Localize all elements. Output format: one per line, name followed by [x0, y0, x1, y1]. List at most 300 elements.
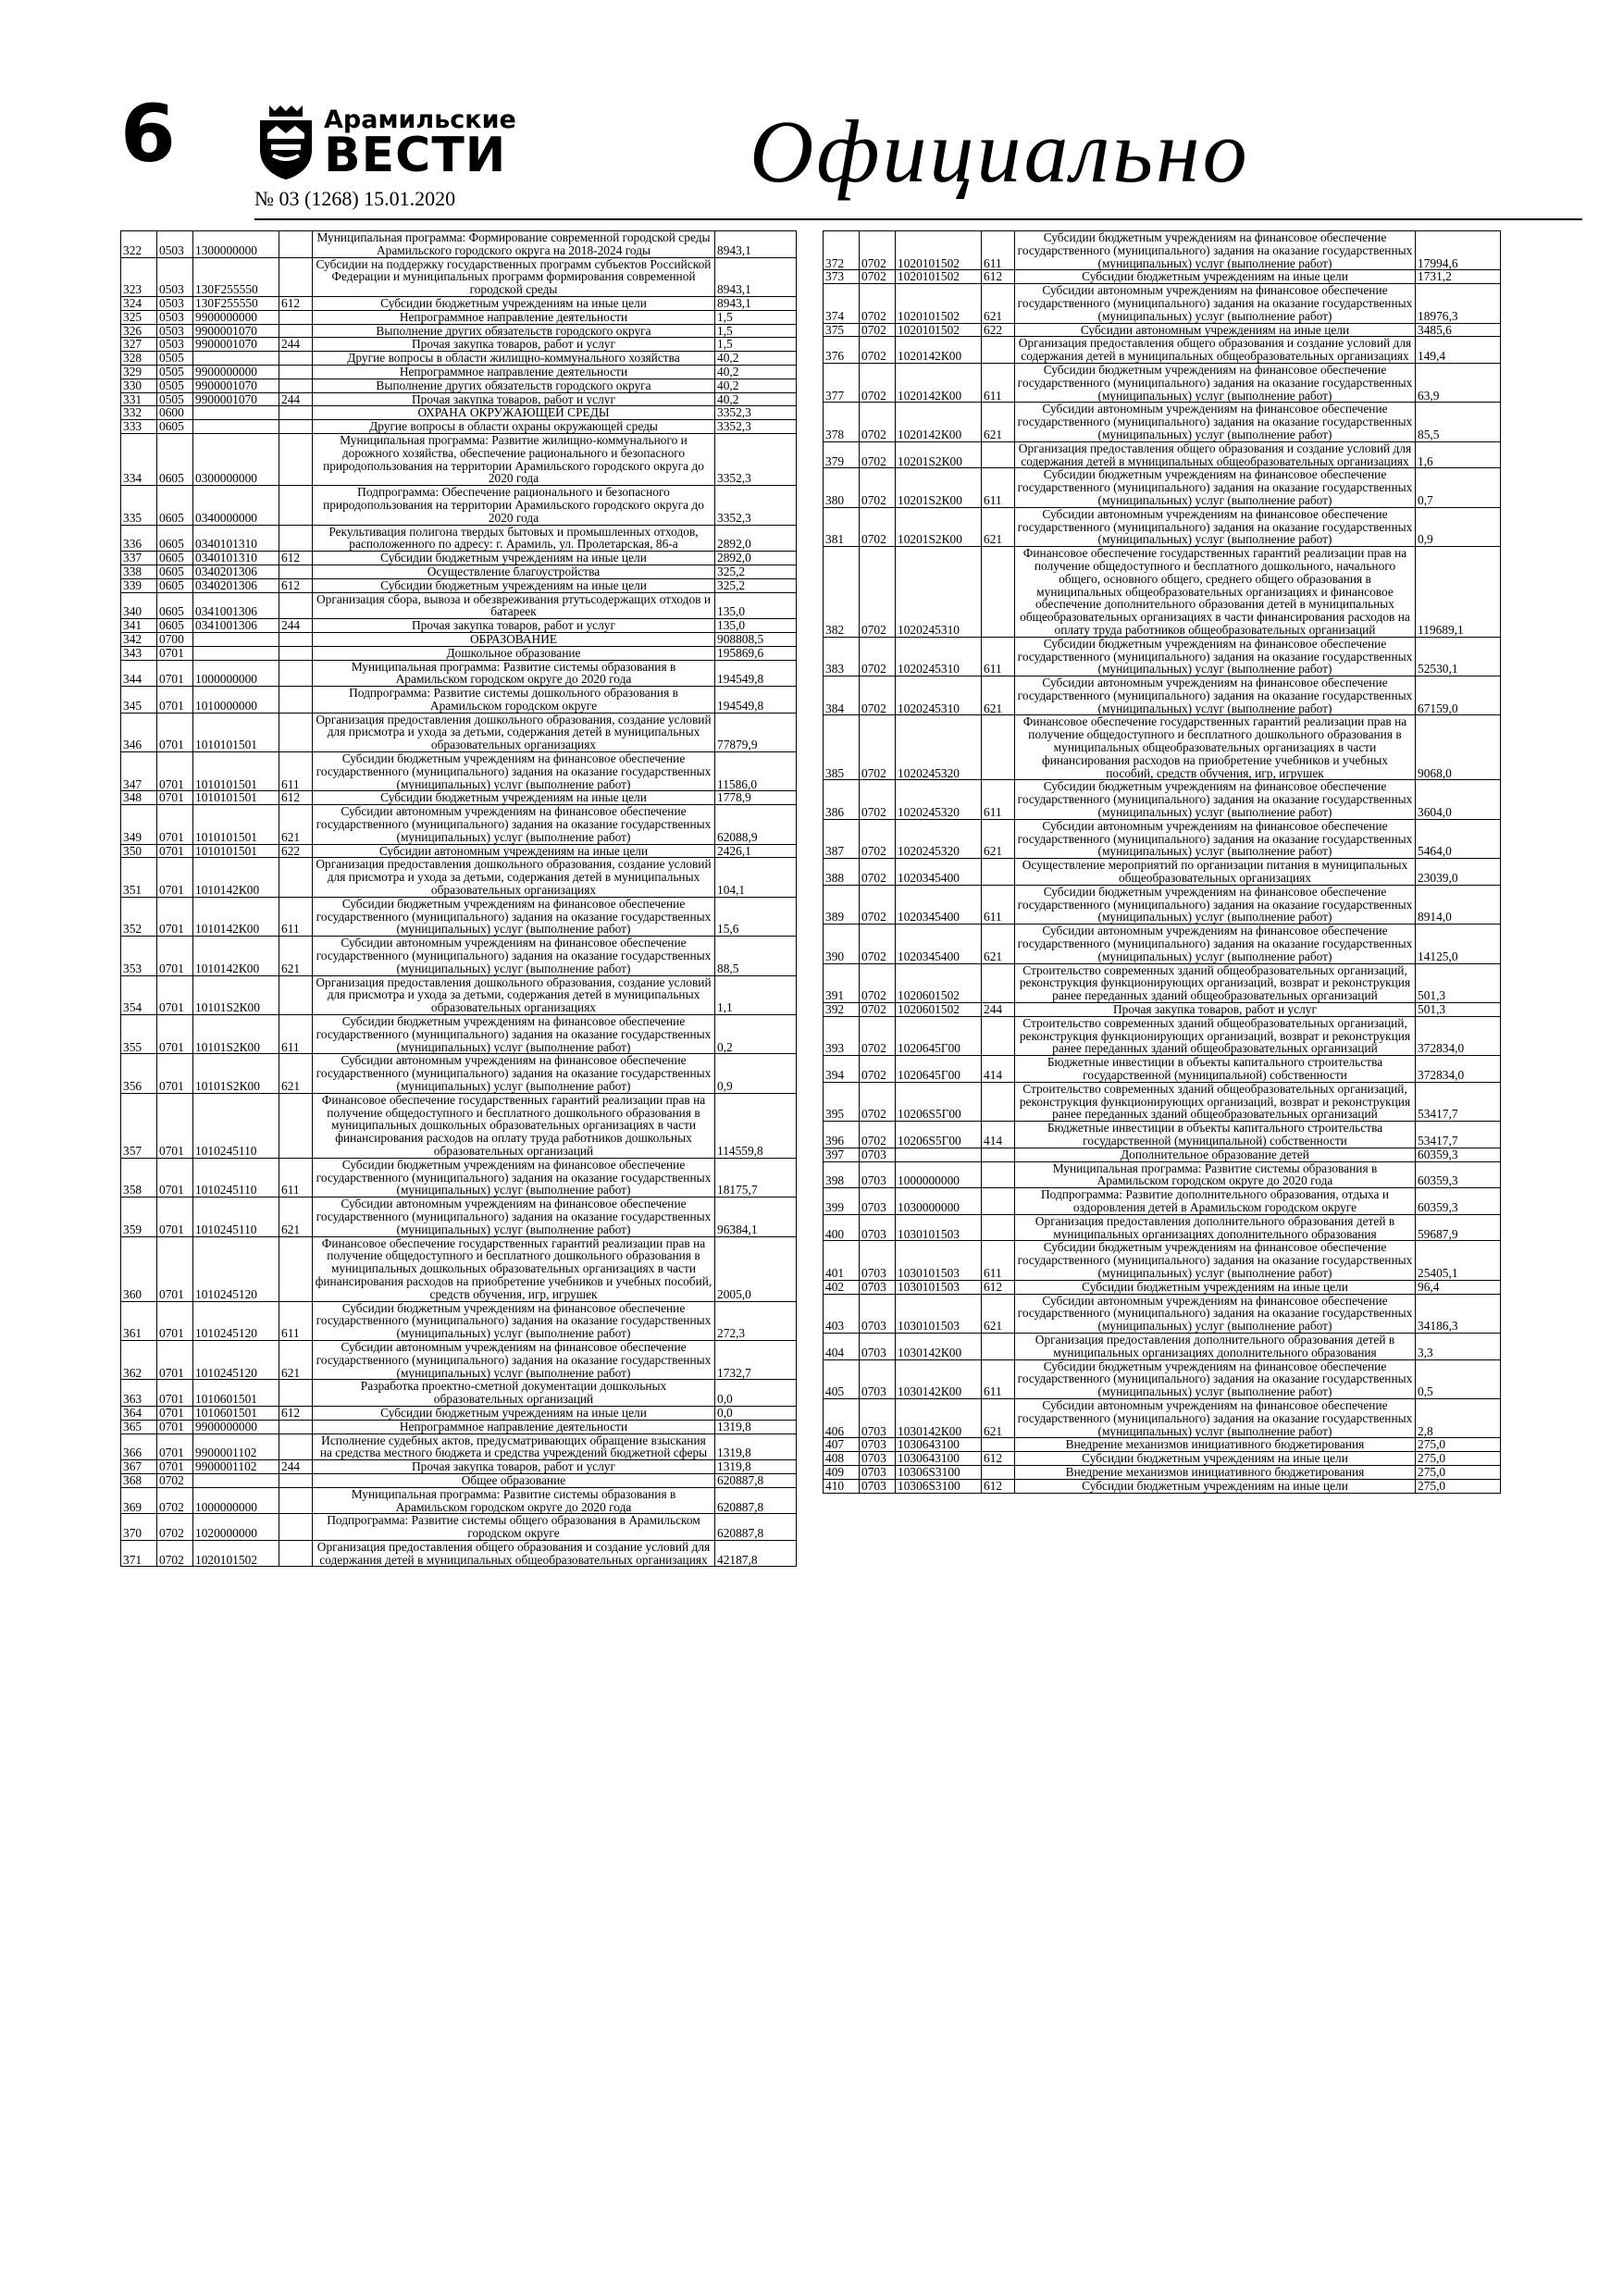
table-row	[121, 1433, 797, 1460]
row-description: Финансовое обеспечение государственных гарантий реализации прав на получение общедоступного и бесплатного дошкольного образования в муниципальных общеобразовательных организациях в части финансирования расходов на приобретение учебников и учебных пособий, средств обучения, игр, игрушек	[1015, 715, 1416, 780]
target-code: 9900001070	[193, 392, 279, 406]
expense-type	[982, 1333, 1015, 1359]
section-code: 0703	[860, 1359, 896, 1398]
table-row	[824, 676, 1501, 715]
row-description: Муниципальная программа: Развитие системы образования в Арамильском городском округе до 2020 года	[313, 1487, 715, 1514]
target-code: 1020101502	[896, 284, 982, 323]
target-code: 9900000000	[193, 1420, 279, 1433]
table-row	[121, 1015, 797, 1054]
row-amount: 3352,3	[715, 433, 797, 485]
expense-type	[279, 486, 313, 525]
row-number: 353	[121, 937, 157, 975]
table-row	[121, 687, 797, 714]
section-code: 0701	[157, 897, 193, 936]
target-code: 1020345400	[896, 885, 982, 924]
expense-type: 612	[279, 552, 313, 565]
expense-type	[279, 1420, 313, 1433]
table-row	[121, 433, 797, 485]
section-code: 0703	[860, 1280, 896, 1294]
row-number: 379	[824, 441, 860, 468]
row-amount: 620887,8	[715, 1514, 797, 1541]
target-code: 1020245310	[896, 547, 982, 638]
row-number: 357	[121, 1093, 157, 1158]
row-number: 332	[121, 406, 157, 420]
expense-type	[279, 257, 313, 296]
row-description: Организация предоставления дошкольного образования, создание условий для присмотра и ухода за детьми, содержания детей в муниципальных образовательных организациях	[313, 975, 715, 1014]
expense-type: 611	[279, 897, 313, 936]
row-description: Внедрение механизмов инициативного бюджетирования	[1015, 1465, 1416, 1479]
row-description: Подпрограмма: Развитие системы общего образования в Арамильском городском округе	[313, 1514, 715, 1541]
target-code: 1030142К00	[896, 1398, 982, 1437]
row-amount: 2,8	[1416, 1398, 1501, 1437]
section-code: 0702	[860, 676, 896, 715]
table-row	[824, 1465, 1501, 1479]
row-number: 342	[121, 632, 157, 646]
table-row	[824, 323, 1501, 337]
header-divider	[254, 218, 1582, 220]
section-code: 0701	[157, 844, 193, 858]
target-code: 0340201306	[193, 565, 279, 578]
row-number: 349	[121, 805, 157, 844]
target-code: 1020245320	[896, 819, 982, 858]
row-amount: 60359,3	[1416, 1148, 1501, 1161]
row-description: Субсидии бюджетным учреждениям на финансовое обеспечение государственного (муниципального) задания на оказание государственных (муниципальных) услуг (выполнение работ)	[1015, 1241, 1416, 1280]
row-description: Подпрограмма: Развитие системы дошкольного образования в Арамильском городском округе	[313, 687, 715, 714]
row-amount: 17994,6	[1416, 231, 1501, 270]
row-description: Прочая закупка товаров, работ и услуг	[313, 1460, 715, 1474]
target-code: 9900001070	[193, 338, 279, 352]
target-code: 10206S5Г00	[896, 1082, 982, 1121]
target-code: 9900001070	[193, 324, 279, 338]
row-number: 341	[121, 619, 157, 633]
table-row	[121, 805, 797, 844]
expense-type: 611	[279, 1015, 313, 1054]
expense-type	[982, 1465, 1015, 1479]
section-code: 0702	[860, 403, 896, 441]
section-code: 0701	[157, 1015, 193, 1054]
row-description: Муниципальная программа: Развитие жилищно-коммунального и дорожного хозяйства, обеспечение рационального и безопасного природопользования на территории Арамильского городского округа до 2020 года	[313, 433, 715, 485]
row-amount: 11586,0	[715, 752, 797, 791]
row-amount: 1,6	[1416, 441, 1501, 468]
row-number: 345	[121, 687, 157, 714]
row-amount: 119689,1	[1416, 547, 1501, 638]
row-number: 352	[121, 897, 157, 936]
table-row	[824, 1082, 1501, 1121]
row-number: 337	[121, 552, 157, 565]
logo-subtitle: Арамильские	[324, 105, 516, 134]
row-number: 327	[121, 338, 157, 352]
table-row	[121, 1301, 797, 1340]
expense-type	[279, 231, 313, 258]
table-row	[824, 715, 1501, 780]
row-number: 340	[121, 592, 157, 619]
section-code: 0702	[860, 1016, 896, 1055]
section-code: 0701	[157, 791, 193, 805]
newspaper-logo[interactable]	[254, 102, 516, 185]
target-code: 1020142К00	[896, 403, 982, 441]
section-code: 0605	[157, 552, 193, 565]
row-description: Дошкольное образование	[313, 646, 715, 660]
row-amount: 104,1	[715, 858, 797, 897]
row-amount: 8943,1	[715, 231, 797, 258]
section-title: Официально	[750, 102, 1250, 201]
row-description: Субсидии бюджетным учреждениям на финансовое обеспечение государственного (муниципального) задания на оказание государственных (муниципальных) услуг (выполнение работ)	[1015, 363, 1416, 402]
row-amount: 34186,3	[1416, 1294, 1501, 1333]
target-code: 1020000000	[193, 1514, 279, 1541]
row-description: Субсидии бюджетным учреждениям на финансовое обеспечение государственного (муниципального) задания на оказание государственных (муниципальных) услуг (выполнение работ)	[313, 1158, 715, 1197]
row-number: 373	[824, 270, 860, 284]
expense-type: 611	[279, 752, 313, 791]
table-row	[121, 1340, 797, 1379]
target-code: 10206S5Г00	[896, 1122, 982, 1148]
budget-table-left	[120, 230, 797, 1567]
row-amount: 42187,8	[715, 1540, 797, 1567]
expense-type	[279, 1540, 313, 1567]
left-column	[120, 230, 796, 1567]
target-code: 1020245310	[896, 676, 982, 715]
target-code: 1030643100	[896, 1438, 982, 1452]
target-code: 1020101502	[896, 270, 982, 284]
expense-type: 244	[279, 338, 313, 352]
row-number: 351	[121, 858, 157, 897]
row-number: 378	[824, 403, 860, 441]
row-description: Финансовое обеспечение государственных гарантий реализации прав на получение общедоступного и бесплатного дошкольного, начального общего, основного общего, среднего общего образования в муниципальных общеобразовательных организациях и финансовое обеспечение дополнительного образования детей в муниципальных общеобразовательных организациях в части финансирования расходов на оплату труда работников общеобразовательных организаций	[1015, 547, 1416, 638]
target-code: 1000000000	[193, 660, 279, 687]
table-row	[121, 1158, 797, 1197]
table-row	[824, 468, 1501, 507]
target-code: 1020245320	[896, 715, 982, 780]
row-description: Непрограммное направление деятельности	[313, 1420, 715, 1433]
target-code: 1020645Г00	[896, 1056, 982, 1083]
expense-type: 621	[982, 819, 1015, 858]
section-code: 0703	[860, 1438, 896, 1452]
section-code: 0605	[157, 486, 193, 525]
row-amount: 1,1	[715, 975, 797, 1014]
row-amount: 63,9	[1416, 363, 1501, 402]
table-row	[824, 1452, 1501, 1466]
table-row	[824, 780, 1501, 819]
expense-type	[279, 713, 313, 751]
row-description: Муниципальная программа: Формирование современной городской среды Арамильского городского округа на 2018-2024 годы	[313, 231, 715, 258]
table-row	[121, 420, 797, 434]
section-code: 0702	[157, 1514, 193, 1541]
section-code: 0702	[860, 859, 896, 886]
row-amount: 0,2	[715, 1015, 797, 1054]
row-number: 359	[121, 1198, 157, 1236]
expense-type: 244	[279, 1460, 313, 1474]
row-amount: 77879,9	[715, 713, 797, 751]
expense-type	[279, 1433, 313, 1460]
target-code: 1020142К00	[896, 337, 982, 364]
table-row	[824, 1241, 1501, 1280]
row-description: Субсидии бюджетным учреждениям на финансовое обеспечение государственного (муниципального) задания на оказание государственных (муниципальных) услуг (выполнение работ)	[1015, 231, 1416, 270]
target-code	[193, 632, 279, 646]
row-number: 401	[824, 1241, 860, 1280]
row-description: Субсидии бюджетным учреждениям на иные цели	[1015, 1479, 1416, 1493]
section-code: 0605	[157, 525, 193, 552]
table-row	[121, 486, 797, 525]
row-amount: 96384,1	[715, 1198, 797, 1236]
table-row	[121, 1487, 797, 1514]
row-description: Дополнительное образование детей	[1015, 1148, 1416, 1161]
row-amount: 88,5	[715, 937, 797, 975]
table-row	[121, 1420, 797, 1433]
target-code: 9900000000	[193, 310, 279, 324]
section-code: 0701	[157, 646, 193, 660]
row-number: 384	[824, 676, 860, 715]
target-code: 10101S2К00	[193, 1015, 279, 1054]
section-code: 0605	[157, 433, 193, 485]
table-row	[824, 337, 1501, 364]
coat-of-arms-icon	[254, 102, 317, 181]
section-code: 0702	[860, 337, 896, 364]
row-amount: 1,5	[715, 324, 797, 338]
row-amount: 3352,3	[715, 420, 797, 434]
row-number: 376	[824, 337, 860, 364]
target-code: 1010245120	[193, 1340, 279, 1379]
issue-info: № 03 (1268) 15.01.2020	[254, 187, 456, 210]
section-code: 0505	[157, 379, 193, 392]
row-amount: 135,0	[715, 619, 797, 633]
expense-type: 612	[982, 1280, 1015, 1294]
row-number: 403	[824, 1294, 860, 1333]
row-amount: 325,2	[715, 578, 797, 592]
table-row	[121, 646, 797, 660]
target-code: 0300000000	[193, 433, 279, 485]
table-row	[824, 1003, 1501, 1017]
section-code: 0503	[157, 310, 193, 324]
row-description: ОХРАНА ОКРУЖАЮЩЕЙ СРЕДЫ	[313, 406, 715, 420]
row-number: 347	[121, 752, 157, 791]
table-row	[121, 338, 797, 352]
expense-type: 621	[982, 1398, 1015, 1437]
section-code: 0701	[157, 937, 193, 975]
table-row	[121, 937, 797, 975]
target-code: 1010101501	[193, 752, 279, 791]
section-code: 0701	[157, 1093, 193, 1158]
row-amount: 0,5	[1416, 1359, 1501, 1398]
row-amount: 3485,6	[1416, 323, 1501, 337]
row-description: Субсидии бюджетным учреждениям на финансовое обеспечение государственного (муниципального) задания на оказание государственных (муниципальных) услуг (выполнение работ)	[313, 1015, 715, 1054]
table-row	[121, 1380, 797, 1407]
expense-type	[279, 975, 313, 1014]
table-row	[824, 363, 1501, 402]
table-row	[824, 1161, 1501, 1188]
table-row	[121, 257, 797, 296]
target-code: 1010601501	[193, 1380, 279, 1407]
row-description: Выполнение других обязательств городского округа	[313, 324, 715, 338]
section-code: 0701	[157, 1420, 193, 1433]
row-description: Субсидии автономным учреждениям на иные цели	[1015, 323, 1416, 337]
row-description: Субсидии автономным учреждениям на финансовое обеспечение государственного (муниципального) задания на оказание государственных (муниципальных) услуг (выполнение работ)	[313, 1198, 715, 1236]
row-number: 395	[824, 1082, 860, 1121]
section-code: 0503	[157, 296, 193, 310]
row-number: 375	[824, 323, 860, 337]
section-code: 0703	[860, 1398, 896, 1437]
row-number: 390	[824, 925, 860, 963]
expense-type	[982, 441, 1015, 468]
row-number: 361	[121, 1301, 157, 1340]
target-code: 10101S2К00	[193, 975, 279, 1014]
row-amount: 60359,3	[1416, 1188, 1501, 1215]
row-description: Субсидии бюджетным учреждениям на финансовое обеспечение государственного (муниципального) задания на оказание государственных (муниципальных) услуг (выполнение работ)	[313, 1301, 715, 1340]
row-description: Муниципальная программа: Развитие системы образования в Арамильском городском округе до 2020 года	[313, 660, 715, 687]
expense-type: 611	[982, 231, 1015, 270]
row-amount: 0,0	[715, 1380, 797, 1407]
expense-type: 621	[279, 937, 313, 975]
row-amount: 194549,8	[715, 687, 797, 714]
row-number: 360	[121, 1236, 157, 1301]
target-code: 1010142К00	[193, 897, 279, 936]
expense-type: 612	[279, 578, 313, 592]
row-number: 368	[121, 1473, 157, 1487]
row-amount: 67159,0	[1416, 676, 1501, 715]
row-description: Организация предоставления дошкольного образования, создание условий для присмотра и ухода за детьми, содержания детей в муниципальных образовательных организациях	[313, 713, 715, 751]
row-description: Организация предоставления общего образования и создание условий для содержания детей в муниципальных общеобразовательных организациях	[1015, 441, 1416, 468]
row-description: Субсидии бюджетным учреждениям на финансовое обеспечение государственного (муниципального) задания на оказание государственных (муниципальных) услуг (выполнение работ)	[313, 752, 715, 791]
target-code	[193, 420, 279, 434]
expense-type	[279, 420, 313, 434]
target-code: 10306S3100	[896, 1465, 982, 1479]
target-code	[896, 1148, 982, 1161]
expense-type	[982, 963, 1015, 1002]
row-amount: 195869,6	[715, 646, 797, 660]
expense-type	[279, 1487, 313, 1514]
row-amount: 3352,3	[715, 486, 797, 525]
row-amount: 908808,5	[715, 632, 797, 646]
row-amount: 96,4	[1416, 1280, 1501, 1294]
expense-type	[279, 1380, 313, 1407]
expense-type: 612	[279, 296, 313, 310]
row-amount: 1319,8	[715, 1420, 797, 1433]
target-code: 1010245110	[193, 1093, 279, 1158]
row-number: 330	[121, 379, 157, 392]
target-code: 1010000000	[193, 687, 279, 714]
target-code: 1020645Г00	[896, 1016, 982, 1055]
expense-type	[279, 310, 313, 324]
row-number: 338	[121, 565, 157, 578]
section-code: 0701	[157, 1406, 193, 1420]
row-description: Субсидии бюджетным учреждениям на финансовое обеспечение государственного (муниципального) задания на оказание государственных (муниципальных) услуг (выполнение работ)	[1015, 1359, 1416, 1398]
target-code: 1010101501	[193, 844, 279, 858]
table-row	[121, 1093, 797, 1158]
table-row	[824, 507, 1501, 546]
row-amount: 40,2	[715, 392, 797, 406]
section-code: 0701	[157, 805, 193, 844]
row-amount: 149,4	[1416, 337, 1501, 364]
expense-type	[279, 565, 313, 578]
row-amount: 0,9	[1416, 507, 1501, 546]
section-code: 0703	[860, 1479, 896, 1493]
table-row	[824, 547, 1501, 638]
row-number: 366	[121, 1433, 157, 1460]
target-code: 1020245320	[896, 780, 982, 819]
row-description: Субсидии бюджетным учреждениям на иные цели	[1015, 1280, 1416, 1294]
row-amount: 60359,3	[1416, 1161, 1501, 1188]
section-code: 0701	[157, 713, 193, 751]
expense-type: 244	[982, 1003, 1015, 1017]
row-amount: 14125,0	[1416, 925, 1501, 963]
section-code: 0702	[860, 468, 896, 507]
target-code: 1000000000	[193, 1487, 279, 1514]
row-number: 369	[121, 1487, 157, 1514]
row-number: 391	[824, 963, 860, 1002]
row-number: 329	[121, 365, 157, 379]
target-code: 1010101501	[193, 791, 279, 805]
section-code: 0702	[860, 270, 896, 284]
row-amount: 8914,0	[1416, 885, 1501, 924]
section-code: 0703	[860, 1294, 896, 1333]
target-code: 1010245110	[193, 1198, 279, 1236]
row-number: 406	[824, 1398, 860, 1437]
row-description: Субсидии автономным учреждениям на финансовое обеспечение государственного (муниципального) задания на оказание государственных (муниципальных) услуг (выполнение работ)	[1015, 1398, 1416, 1437]
row-number: 386	[824, 780, 860, 819]
section-code: 0701	[157, 1198, 193, 1236]
row-number: 408	[824, 1452, 860, 1466]
target-code: 1030643100	[896, 1452, 982, 1466]
row-number: 343	[121, 646, 157, 660]
section-code: 0701	[157, 1158, 193, 1197]
expense-type: 611	[982, 1241, 1015, 1280]
row-number: 346	[121, 713, 157, 751]
expense-type: 414	[982, 1056, 1015, 1083]
section-code: 0702	[157, 1473, 193, 1487]
row-number: 393	[824, 1016, 860, 1055]
table-row	[121, 525, 797, 552]
target-code: 1030142К00	[896, 1333, 982, 1359]
row-amount: 372834,0	[1416, 1016, 1501, 1055]
section-code: 0701	[157, 1236, 193, 1301]
table-row	[824, 1188, 1501, 1215]
target-code: 1000000000	[896, 1161, 982, 1188]
row-number: 387	[824, 819, 860, 858]
section-code: 0703	[860, 1148, 896, 1161]
target-code: 1010101501	[193, 805, 279, 844]
row-number: 396	[824, 1122, 860, 1148]
row-amount: 2426,1	[715, 844, 797, 858]
target-code: 0340101310	[193, 525, 279, 552]
expense-type	[982, 1188, 1015, 1215]
section-code: 0702	[860, 925, 896, 963]
row-description: Субсидии автономным учреждениям на финансовое обеспечение государственного (муниципального) задания на оказание государственных (муниципальных) услуг (выполнение работ)	[313, 805, 715, 844]
row-amount: 23039,0	[1416, 859, 1501, 886]
expense-type	[982, 547, 1015, 638]
table-row	[121, 310, 797, 324]
table-row	[824, 270, 1501, 284]
row-number: 383	[824, 637, 860, 676]
row-amount: 1319,8	[715, 1433, 797, 1460]
expense-type: 612	[982, 270, 1015, 284]
row-description: Субсидии бюджетным учреждениям на иные цели	[313, 791, 715, 805]
budget-table-right	[823, 230, 1501, 1494]
row-number: 409	[824, 1465, 860, 1479]
row-description: Финансовое обеспечение государственных гарантий реализации прав на получение общедоступного и бесплатного дошкольного образования в муниципальных дошкольных образовательных организациях в части финансирования расходов на оплату труда работников дошкольных образовательных организаций	[313, 1093, 715, 1158]
section-code: 0605	[157, 565, 193, 578]
row-description: Внедрение механизмов инициативного бюджетирования	[1015, 1438, 1416, 1452]
target-code: 1010601501	[193, 1406, 279, 1420]
table-row	[824, 1122, 1501, 1148]
table-row	[824, 885, 1501, 924]
section-code: 0702	[860, 963, 896, 1002]
row-number: 335	[121, 486, 157, 525]
row-description: Субсидии автономным учреждениям на финансовое обеспечение государственного (муниципального) задания на оказание государственных (муниципальных) услуг (выполнение работ)	[1015, 284, 1416, 323]
section-code: 0702	[860, 715, 896, 780]
target-code: 0340000000	[193, 486, 279, 525]
target-code: 0341001306	[193, 592, 279, 619]
row-amount: 25405,1	[1416, 1241, 1501, 1280]
row-amount: 2005,0	[715, 1236, 797, 1301]
target-code: 1020601502	[896, 963, 982, 1002]
